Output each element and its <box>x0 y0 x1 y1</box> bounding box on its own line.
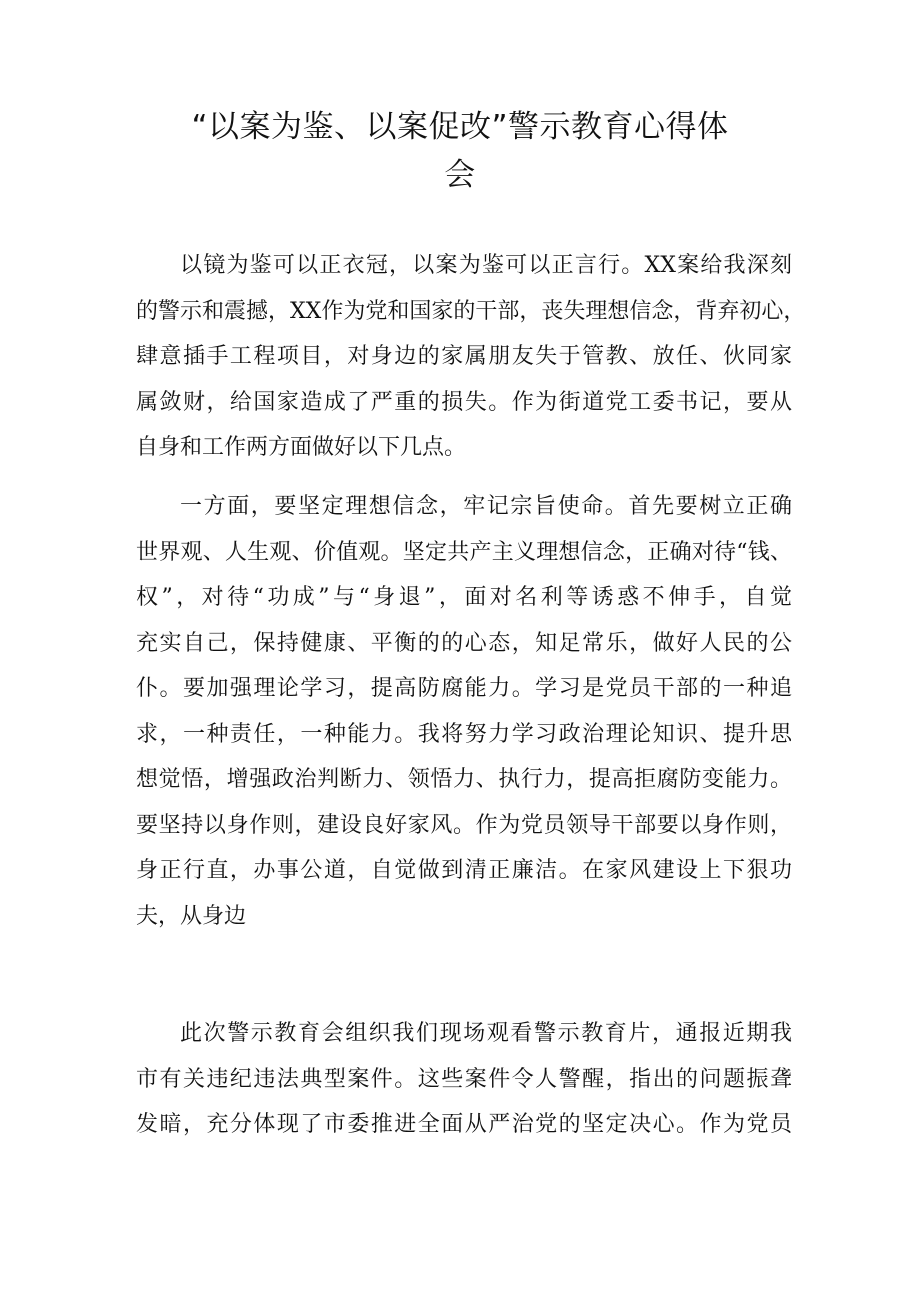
text-line: 一方面，要坚定理想信念，牢记宗旨使命。首先要树立正确 <box>180 494 792 519</box>
text-line: 要坚持以身作则，建设良好家风。作为党员领导干部要以身作则， <box>136 812 792 838</box>
text-line: 想觉悟，增强政治判断力、领悟力、执行力，提高拒腐防变能力。 <box>136 767 792 792</box>
text-line: 充实自己，保持健康、平衡的的心态，知足常乐，做好人民的公 <box>136 630 792 656</box>
text-line: 身正行直，办事公道，自觉做到清正廉洁。在家风建设上下狠功 <box>136 858 792 883</box>
title-line: 会 <box>444 157 476 193</box>
text-line: 求，一种责任，一种能力。我将努力学习政治理论知识、提升思 <box>136 721 792 747</box>
text-line: 自身和工作两方面做好以下几点。 <box>136 435 467 460</box>
paragraph-3 <box>136 1011 792 1148</box>
text-line: 世界观、人生观、价值观。坚定共产主义理想信念，正确对待“钱、 <box>136 539 792 565</box>
text-line: 肆意插手工程项目，对身边的家属朋友失于管教、放任、伙同家 <box>136 344 792 369</box>
title-line: “以案为鉴、以案促改”警示教育心得体 <box>191 109 729 145</box>
text-line: 属敛财，给国家造成了严重的损失。作为街道党工委书记，要从 <box>136 389 792 415</box>
text-line: 的警示和震撼，XX作为党和国家的干部，丧失理想信念，背弃初心， <box>136 298 806 324</box>
text-line: 权”，对待“功成”与“身退”，面对名利等诱惑不伸手，自觉 <box>136 585 792 610</box>
text-line: 仆。要加强理论学习，提高防腐能力。学习是党员干部的一种追 <box>136 676 792 701</box>
text-line: 市有关违纪违法典型案件。这些案件令人警醒，指出的问题振聋 <box>136 1066 792 1092</box>
text-line: 夫，从身边 <box>136 903 247 929</box>
text-line: 此次警示教育会组织我们现场观看警示教育片，通报近期我 <box>180 1021 792 1046</box>
paragraph-2 <box>136 484 792 939</box>
text-line: 发暗，充分体现了市委推进全面从严治党的坚定决心。作为党员 <box>136 1112 792 1137</box>
paragraph-1 <box>136 243 806 471</box>
text-line: 以镜为鉴可以正衣冠，以案为鉴可以正言行。XX案给我深刻 <box>180 253 792 278</box>
document-title <box>150 103 770 199</box>
